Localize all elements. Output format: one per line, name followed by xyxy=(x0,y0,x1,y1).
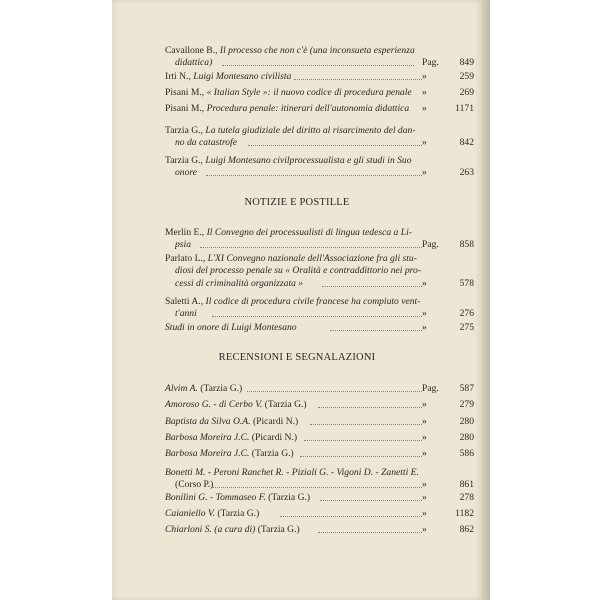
reviewer: (Tarzia G.) xyxy=(197,383,243,394)
dot-leader xyxy=(318,526,422,533)
entry-author: Pisani M., xyxy=(165,87,207,98)
entry-title: Studi in onore di Luigi Montesano xyxy=(165,322,297,333)
reviewer: (Picardi N.) xyxy=(250,416,299,427)
reviewer: (Tarzia G.) xyxy=(255,524,300,535)
review-entry xyxy=(165,508,259,520)
review-entry xyxy=(165,524,300,536)
toc-entry xyxy=(165,296,420,321)
page-ref: » 1171 xyxy=(422,103,474,114)
reviewer: (Picardi N.) xyxy=(249,432,298,443)
dot-leader xyxy=(206,169,422,176)
page-ref: » 1182 xyxy=(422,508,474,519)
section-heading-recensioni: RECENSIONI E SEGNALAZIONI xyxy=(218,352,376,363)
entry-author: Parlato L., xyxy=(165,253,208,264)
entry-author: Tarzia G., xyxy=(165,155,206,166)
entry-title-cont: no da catastrofe xyxy=(175,137,237,149)
reviewed-author: Chiarloni S. (a cura di) xyxy=(165,524,256,535)
dot-leader xyxy=(300,450,422,457)
entry-title: « Italian Style »: il nuovo codice di procedura penale xyxy=(206,87,412,98)
page-ref: » 861 xyxy=(422,479,474,490)
entry-author: Merlin E., xyxy=(165,227,207,238)
toc-entry xyxy=(165,103,409,115)
page-ref: Pag. 849 xyxy=(422,57,474,68)
book-page xyxy=(112,0,482,600)
entry-title: Procedura penale: itinerari dell'autonomia didattica xyxy=(206,103,410,114)
toc-entry xyxy=(165,227,412,252)
page-ref: » 862 xyxy=(422,524,474,535)
toc-entry xyxy=(165,87,412,99)
page-ref: » 269 xyxy=(422,87,474,98)
reviewer: (Tarzia G.) xyxy=(214,508,260,519)
page-ref: » 280 xyxy=(422,432,474,443)
section-heading-notizie: NOTIZIE E POSTILLE xyxy=(244,197,350,208)
entry-title: Il processo che non c'è (una inconsueta esperienza xyxy=(219,45,415,56)
page-edge xyxy=(482,0,490,600)
dot-leader xyxy=(212,310,422,317)
reviewer: (Tarzia G.) xyxy=(265,492,311,503)
reviewer: (Tarzia G.) xyxy=(262,399,307,410)
page-ref: » 276 xyxy=(422,308,474,319)
reviewer: (Tarzia G.) xyxy=(249,448,294,459)
dot-leader xyxy=(322,280,422,287)
entry-title-cont: psia xyxy=(175,239,191,251)
reviewed-author: Baptista da Silva O.A. xyxy=(165,416,251,427)
page-ref: » 275 xyxy=(422,322,474,333)
reviewed-author: Bonilini G. - Tommaseo F. xyxy=(165,492,266,503)
entry-author: Irti N., xyxy=(165,71,194,82)
entry-title-cont: didattica) xyxy=(175,57,213,69)
dot-leader xyxy=(248,139,422,146)
page-ref: » 586 xyxy=(422,448,474,459)
review-entry xyxy=(165,448,294,460)
page-ref: » 578 xyxy=(422,278,474,289)
review-entry xyxy=(165,492,310,504)
dot-leader xyxy=(318,401,422,408)
page-ref: » 842 xyxy=(422,137,474,148)
entry-title: La tutela giudiziale del diritto al risarcimento del dan- xyxy=(205,125,416,136)
entry-title: Luigi Montesano civilista xyxy=(193,71,292,82)
review-entry xyxy=(165,383,242,395)
reviewed-author: Barbosa Moreira J.C. xyxy=(165,448,250,459)
dot-leader xyxy=(212,481,422,488)
reviewed-author: Caianiello V. xyxy=(165,508,215,519)
page-ref: Pag. 587 xyxy=(422,383,474,394)
entry-title: L'XI Convegno nazionale dell'Associazione fra gli stu- xyxy=(207,253,417,264)
entry-title: Il codice di procedura civile francese ha compiuto vent- xyxy=(205,296,421,307)
dot-leader xyxy=(247,385,422,392)
dot-leader xyxy=(294,73,422,80)
toc-entry xyxy=(165,71,291,83)
entry-title-cont: t'anni xyxy=(175,308,197,320)
reviewed-author: Amoroso G. - di Cerbo V. xyxy=(165,399,263,410)
review-entry xyxy=(165,432,297,444)
toc-entry xyxy=(165,155,412,180)
reviewed-author: Bonetti M. - Peroni Ranchet R. - Piziali G. - Vigoni D. - Zanetti E. xyxy=(165,467,419,478)
page-ref: » 280 xyxy=(422,416,474,427)
review-entry xyxy=(165,416,298,428)
entry-title-cont: diosi del processo penale su « Oralità e contraddittorio nei pro- xyxy=(175,265,422,277)
entry-title: Il Convegno dei processualisti di lingua tedesca a Li- xyxy=(206,227,412,238)
review-entry xyxy=(165,399,307,411)
dot-leader xyxy=(310,418,422,425)
dot-leader xyxy=(280,510,422,517)
dot-leader xyxy=(320,494,422,501)
dot-leader xyxy=(304,434,422,441)
entry-title-cont: onore xyxy=(175,167,198,179)
entry-author: Pisani M., xyxy=(165,103,207,114)
entry-author: Saletti A., xyxy=(165,296,206,307)
review-entry xyxy=(165,467,419,492)
reviewer: (Corso P.) xyxy=(175,479,214,491)
toc-entry xyxy=(165,322,297,334)
page-ref: Pag. 858 xyxy=(422,239,474,250)
page-ref: » 259 xyxy=(422,71,474,82)
entry-author: Tarzia G., xyxy=(165,125,206,136)
toc-entry xyxy=(165,125,416,150)
page-ref: » 279 xyxy=(422,399,474,410)
reviewed-author: Alvim A. xyxy=(165,383,198,394)
entry-title: Luigi Montesano civilprocessualista e gli studi in Suo xyxy=(205,155,412,166)
reviewed-author: Barbosa Moreira J.C. xyxy=(165,432,250,443)
entry-author: Cavallone B., xyxy=(165,45,220,56)
dot-leader xyxy=(200,241,422,248)
toc-entry xyxy=(165,45,415,70)
dot-leader xyxy=(222,59,414,66)
page-ref: » 263 xyxy=(422,167,474,178)
entry-title-cont: cessi di criminalità organizzata » xyxy=(175,277,304,289)
dot-leader xyxy=(330,324,422,331)
page-ref: » 278 xyxy=(422,492,474,503)
